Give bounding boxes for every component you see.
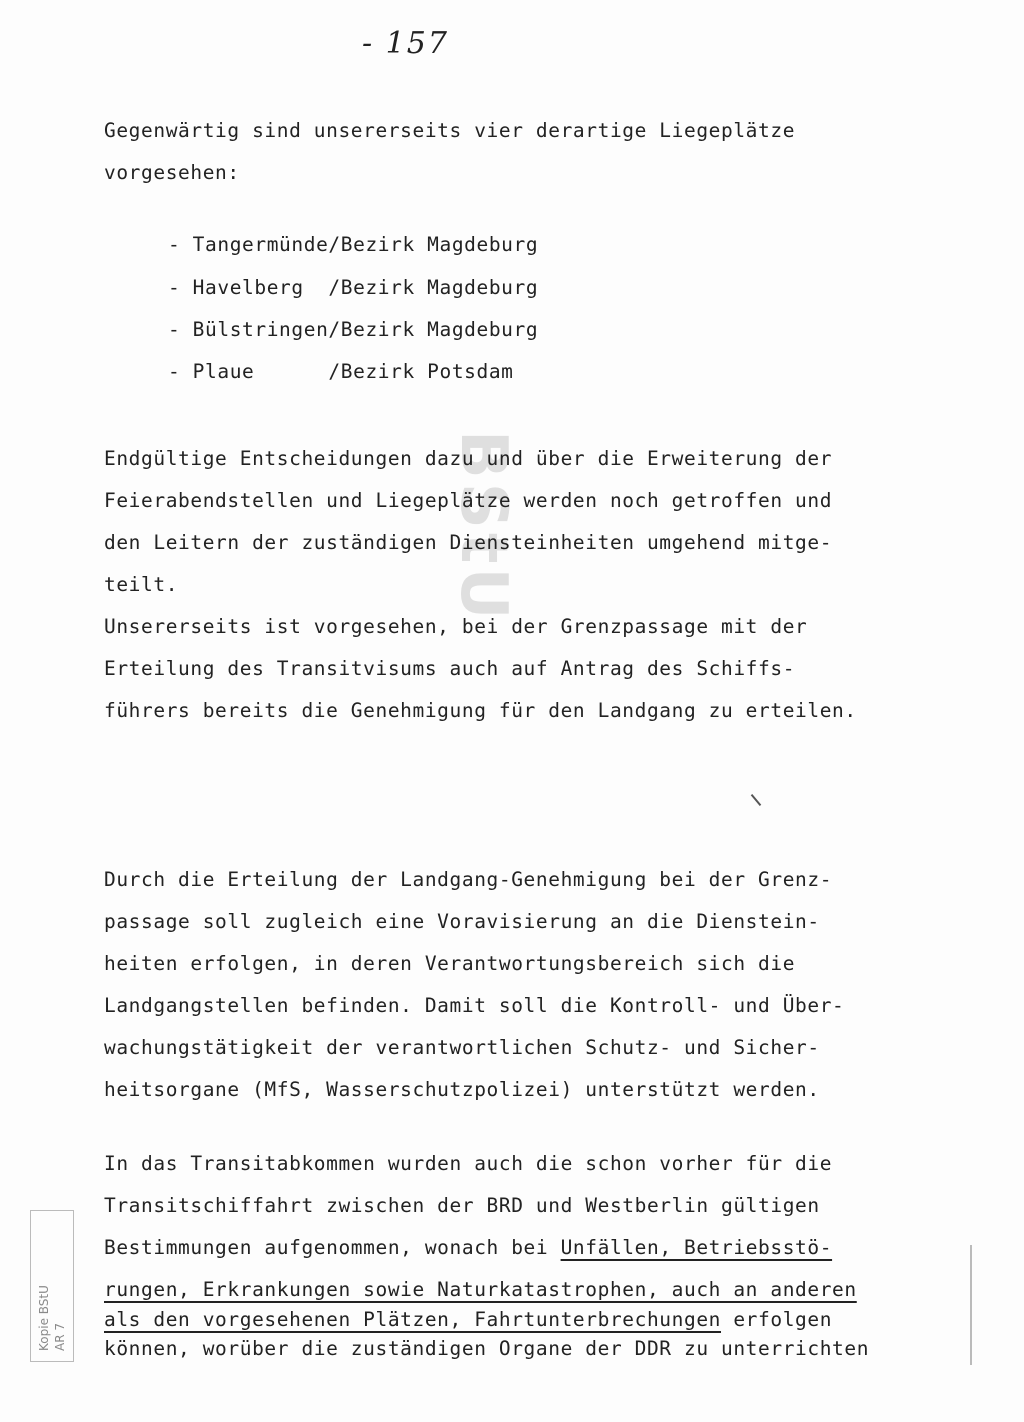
margin-line: [970, 1245, 972, 1365]
intro-line-2: vorgesehen:: [104, 161, 240, 184]
bstu-watermark: BStU: [446, 430, 520, 624]
intro-line-1: Gegenwärtig sind unsererseits vier derartige Liegeplätze: [104, 119, 796, 142]
para3-line: [104, 1235, 832, 1261]
para2-line: heiten erfolgen, in deren Verantwortungsbereich sich die: [104, 952, 796, 975]
para1-line: Endgültige Entscheidungen dazu und über die Erweiterung der: [104, 447, 833, 470]
stamp-text: Kopie BStU: [37, 1285, 51, 1351]
underlined-text: als den vorgesehenen Plätzen, Fahrtunterbrechungen: [104, 1308, 721, 1331]
underlined-text: rungen, Erkrankungen sowie Naturkatastrophen, auch an anderen: [104, 1278, 857, 1301]
list-item: - Havelberg /Bezirk Magdeburg: [168, 276, 539, 299]
para3-line: können, worüber die zuständigen Organe der DDR zu unterrichten: [104, 1337, 870, 1360]
para1-line: Erteilung des Transitvisums auch auf Antrag des Schiffs-: [104, 657, 796, 680]
para2-line: Landgangstellen befinden. Damit soll die Kontroll- und Über-: [104, 994, 845, 1017]
para3-line: In das Transitabkommen wurden auch die schon vorher für die: [104, 1152, 833, 1175]
para3-text: erfolgen: [721, 1308, 833, 1331]
para3-text: Bestimmungen aufgenommen, wonach bei: [104, 1236, 561, 1259]
para3-line: [104, 1307, 832, 1333]
para2-line: wachungstätigkeit der verantwortlichen Schutz- und Sicher-: [104, 1036, 820, 1059]
para2-line: Durch die Erteilung der Landgang-Genehmigung bei der Grenz-: [104, 868, 833, 891]
stamp-text: AR 7: [53, 1323, 67, 1351]
list-item: - Tangermünde/Bezirk Magdeburg: [168, 233, 539, 256]
para2-line: heitsorgane (MfS, Wasserschutzpolizei) unterstützt werden.: [104, 1078, 820, 1101]
para1-line: Feierabendstellen und Liegeplätze werden noch getroffen und: [104, 489, 833, 512]
para1-line: Unsererseits ist vorgesehen, bei der Grenzpassage mit der: [104, 615, 808, 638]
stray-mark: [751, 794, 762, 806]
list-item: - Plaue /Bezirk Potsdam: [168, 360, 514, 383]
underlined-text: Unfällen, Betriebsstö-: [560, 1236, 833, 1259]
para1-line: teilt.: [104, 573, 179, 596]
para2-line: passage soll zugleich eine Voravisierung an die Dienstein-: [104, 910, 820, 933]
page-number: - 157: [362, 26, 449, 61]
list-item: - Bülstringen/Bezirk Magdeburg: [168, 318, 539, 341]
archive-stamp: [30, 1210, 74, 1362]
para1-line: führers bereits die Genehmigung für den Landgang zu erteilen.: [104, 699, 857, 722]
para3-line: Transitschiffahrt zwischen der BRD und Westberlin gültigen: [104, 1194, 820, 1217]
para1-line: den Leitern der zuständigen Diensteinheiten umgehend mitge-: [104, 531, 833, 554]
para3-line: [104, 1277, 857, 1303]
